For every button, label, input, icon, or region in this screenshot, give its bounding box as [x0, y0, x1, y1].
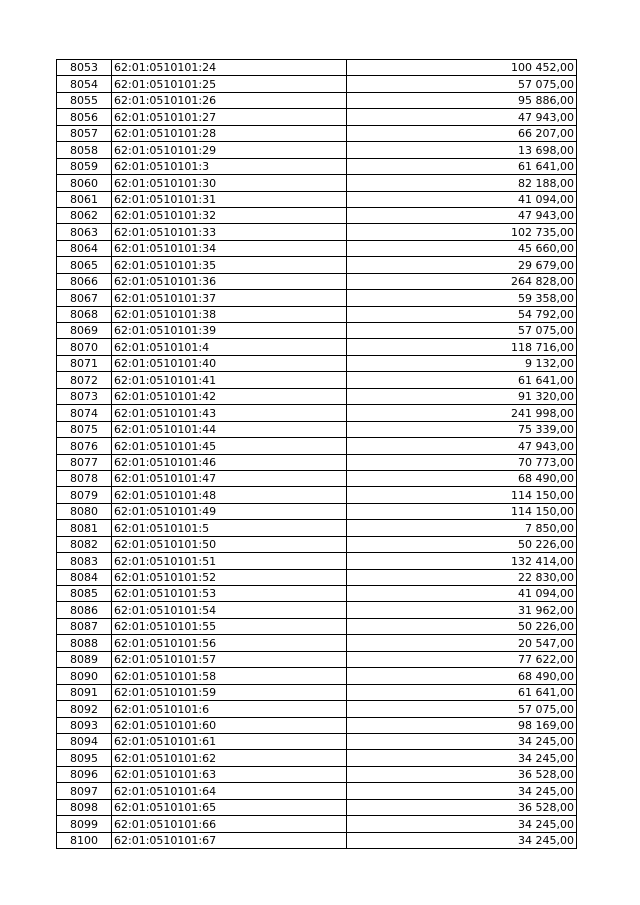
row-number-cell: 8070 — [57, 339, 112, 355]
table-row — [57, 290, 577, 306]
row-number-cell: 8075 — [57, 421, 112, 437]
cadastral-number-cell: 62:01:0510101:37 — [112, 290, 347, 306]
cadastral-number-cell: 62:01:0510101:58 — [112, 668, 347, 684]
cadastral-value-cell: 98 169,00 — [347, 717, 577, 733]
table-row — [57, 536, 577, 552]
cadastral-number-cell: 62:01:0510101:4 — [112, 339, 347, 355]
table-row — [57, 651, 577, 667]
row-number-cell: 8066 — [57, 273, 112, 289]
row-number-cell: 8077 — [57, 454, 112, 470]
table-row — [57, 684, 577, 700]
cadastral-value-cell: 68 490,00 — [347, 668, 577, 684]
cadastral-number-cell: 62:01:0510101:46 — [112, 454, 347, 470]
cadastral-value-cell: 47 943,00 — [347, 438, 577, 454]
row-number-cell: 8065 — [57, 257, 112, 273]
table-row — [57, 76, 577, 92]
cadastral-number-cell: 62:01:0510101:62 — [112, 750, 347, 766]
row-number-cell: 8086 — [57, 602, 112, 618]
table-row — [57, 240, 577, 256]
cadastral-value-table — [56, 59, 577, 849]
cadastral-value-cell: 59 358,00 — [347, 290, 577, 306]
table-row — [57, 569, 577, 585]
table-row — [57, 733, 577, 749]
row-number-cell: 8071 — [57, 355, 112, 371]
cadastral-number-cell: 62:01:0510101:45 — [112, 438, 347, 454]
cadastral-value-cell: 114 150,00 — [347, 487, 577, 503]
cadastral-value-cell: 34 245,00 — [347, 733, 577, 749]
table-row — [57, 832, 577, 848]
row-number-cell: 8072 — [57, 372, 112, 388]
row-number-cell: 8063 — [57, 224, 112, 240]
row-number-cell: 8068 — [57, 306, 112, 322]
cadastral-number-cell: 62:01:0510101:34 — [112, 240, 347, 256]
cadastral-value-cell: 100 452,00 — [347, 60, 577, 76]
cadastral-number-cell: 62:01:0510101:29 — [112, 142, 347, 158]
row-number-cell: 8058 — [57, 142, 112, 158]
cadastral-value-cell: 41 094,00 — [347, 586, 577, 602]
table-row — [57, 438, 577, 454]
row-number-cell: 8087 — [57, 618, 112, 634]
cadastral-value-cell: 29 679,00 — [347, 257, 577, 273]
cadastral-value-cell: 57 075,00 — [347, 323, 577, 339]
cadastral-value-cell: 47 943,00 — [347, 109, 577, 125]
cadastral-value-cell: 34 245,00 — [347, 832, 577, 848]
row-number-cell: 8096 — [57, 766, 112, 782]
table-row — [57, 520, 577, 536]
row-number-cell: 8053 — [57, 60, 112, 76]
cadastral-value-cell: 57 075,00 — [347, 76, 577, 92]
cadastral-value-cell: 7 850,00 — [347, 520, 577, 536]
row-number-cell: 8069 — [57, 323, 112, 339]
row-number-cell: 8088 — [57, 635, 112, 651]
cadastral-number-cell: 62:01:0510101:54 — [112, 602, 347, 618]
table-row — [57, 125, 577, 141]
table-row — [57, 60, 577, 76]
cadastral-number-cell: 62:01:0510101:64 — [112, 783, 347, 799]
cadastral-value-cell: 50 226,00 — [347, 536, 577, 552]
row-number-cell: 8083 — [57, 553, 112, 569]
cadastral-value-cell: 31 962,00 — [347, 602, 577, 618]
row-number-cell: 8082 — [57, 536, 112, 552]
cadastral-number-cell: 62:01:0510101:47 — [112, 470, 347, 486]
row-number-cell: 8062 — [57, 207, 112, 223]
cadastral-number-cell: 62:01:0510101:5 — [112, 520, 347, 536]
cadastral-number-cell: 62:01:0510101:50 — [112, 536, 347, 552]
table-row — [57, 586, 577, 602]
cadastral-value-cell: 57 075,00 — [347, 701, 577, 717]
cadastral-number-cell: 62:01:0510101:25 — [112, 76, 347, 92]
cadastral-number-cell: 62:01:0510101:26 — [112, 92, 347, 108]
table-row — [57, 503, 577, 519]
row-number-cell: 8097 — [57, 783, 112, 799]
table-row — [57, 224, 577, 240]
row-number-cell: 8090 — [57, 668, 112, 684]
row-number-cell: 8093 — [57, 717, 112, 733]
row-number-cell: 8059 — [57, 158, 112, 174]
cadastral-number-cell: 62:01:0510101:52 — [112, 569, 347, 585]
table-row — [57, 717, 577, 733]
table-row — [57, 323, 577, 339]
row-number-cell: 8099 — [57, 816, 112, 832]
cadastral-value-cell: 34 245,00 — [347, 783, 577, 799]
table-row — [57, 487, 577, 503]
cadastral-value-cell: 70 773,00 — [347, 454, 577, 470]
cadastral-number-cell: 62:01:0510101:33 — [112, 224, 347, 240]
table-row — [57, 635, 577, 651]
table-row — [57, 175, 577, 191]
cadastral-value-cell: 47 943,00 — [347, 207, 577, 223]
table-row — [57, 306, 577, 322]
table-row — [57, 355, 577, 371]
table-row — [57, 750, 577, 766]
cadastral-value-cell: 50 226,00 — [347, 618, 577, 634]
cadastral-value-cell: 61 641,00 — [347, 158, 577, 174]
cadastral-number-cell: 62:01:0510101:61 — [112, 733, 347, 749]
table-row — [57, 602, 577, 618]
cadastral-value-cell: 91 320,00 — [347, 388, 577, 404]
cadastral-number-cell: 62:01:0510101:42 — [112, 388, 347, 404]
row-number-cell: 8061 — [57, 191, 112, 207]
cadastral-number-cell: 62:01:0510101:24 — [112, 60, 347, 76]
row-number-cell: 8073 — [57, 388, 112, 404]
table-row — [57, 766, 577, 782]
cadastral-value-cell: 95 886,00 — [347, 92, 577, 108]
cadastral-value-cell: 45 660,00 — [347, 240, 577, 256]
table-row — [57, 470, 577, 486]
cadastral-number-cell: 62:01:0510101:67 — [112, 832, 347, 848]
row-number-cell: 8076 — [57, 438, 112, 454]
cadastral-value-cell: 36 528,00 — [347, 766, 577, 782]
cadastral-value-cell: 20 547,00 — [347, 635, 577, 651]
cadastral-number-cell: 62:01:0510101:43 — [112, 405, 347, 421]
cadastral-number-cell: 62:01:0510101:53 — [112, 586, 347, 602]
table-row — [57, 339, 577, 355]
table-row — [57, 92, 577, 108]
cadastral-value-cell: 66 207,00 — [347, 125, 577, 141]
row-number-cell: 8067 — [57, 290, 112, 306]
cadastral-value-cell: 102 735,00 — [347, 224, 577, 240]
row-number-cell: 8078 — [57, 470, 112, 486]
row-number-cell: 8054 — [57, 76, 112, 92]
cadastral-number-cell: 62:01:0510101:35 — [112, 257, 347, 273]
cadastral-value-cell: 22 830,00 — [347, 569, 577, 585]
cadastral-number-cell: 62:01:0510101:65 — [112, 799, 347, 815]
cadastral-value-cell: 36 528,00 — [347, 799, 577, 815]
row-number-cell: 8091 — [57, 684, 112, 700]
cadastral-number-cell: 62:01:0510101:39 — [112, 323, 347, 339]
row-number-cell: 8092 — [57, 701, 112, 717]
row-number-cell: 8074 — [57, 405, 112, 421]
cadastral-value-cell: 61 641,00 — [347, 372, 577, 388]
cadastral-number-cell: 62:01:0510101:66 — [112, 816, 347, 832]
row-number-cell: 8079 — [57, 487, 112, 503]
cadastral-number-cell: 62:01:0510101:57 — [112, 651, 347, 667]
cadastral-value-cell: 82 188,00 — [347, 175, 577, 191]
cadastral-value-cell: 241 998,00 — [347, 405, 577, 421]
cadastral-number-cell: 62:01:0510101:28 — [112, 125, 347, 141]
cadastral-number-cell: 62:01:0510101:63 — [112, 766, 347, 782]
cadastral-number-cell: 62:01:0510101:49 — [112, 503, 347, 519]
row-number-cell: 8081 — [57, 520, 112, 536]
cadastral-value-cell: 13 698,00 — [347, 142, 577, 158]
table-row — [57, 421, 577, 437]
cadastral-value-cell: 34 245,00 — [347, 816, 577, 832]
cadastral-number-cell: 62:01:0510101:27 — [112, 109, 347, 125]
cadastral-number-cell: 62:01:0510101:56 — [112, 635, 347, 651]
cadastral-value-cell: 132 414,00 — [347, 553, 577, 569]
cadastral-number-cell: 62:01:0510101:51 — [112, 553, 347, 569]
cadastral-value-cell: 68 490,00 — [347, 470, 577, 486]
row-number-cell: 8057 — [57, 125, 112, 141]
table-row — [57, 388, 577, 404]
cadastral-number-cell: 62:01:0510101:59 — [112, 684, 347, 700]
table-row — [57, 618, 577, 634]
cadastral-number-cell: 62:01:0510101:55 — [112, 618, 347, 634]
table-row — [57, 142, 577, 158]
table-body — [57, 60, 577, 849]
table-row — [57, 454, 577, 470]
cadastral-value-cell: 264 828,00 — [347, 273, 577, 289]
cadastral-value-cell: 118 716,00 — [347, 339, 577, 355]
cadastral-number-cell: 62:01:0510101:41 — [112, 372, 347, 388]
cadastral-number-cell: 62:01:0510101:31 — [112, 191, 347, 207]
row-number-cell: 8095 — [57, 750, 112, 766]
table-row — [57, 273, 577, 289]
row-number-cell: 8056 — [57, 109, 112, 125]
cadastral-number-cell: 62:01:0510101:6 — [112, 701, 347, 717]
table-row — [57, 158, 577, 174]
cadastral-number-cell: 62:01:0510101:60 — [112, 717, 347, 733]
row-number-cell: 8089 — [57, 651, 112, 667]
table-row — [57, 405, 577, 421]
table-row — [57, 372, 577, 388]
cadastral-value-cell: 34 245,00 — [347, 750, 577, 766]
table-row — [57, 799, 577, 815]
table-row — [57, 701, 577, 717]
cadastral-value-cell: 41 094,00 — [347, 191, 577, 207]
row-number-cell: 8064 — [57, 240, 112, 256]
table-row — [57, 783, 577, 799]
cadastral-number-cell: 62:01:0510101:38 — [112, 306, 347, 322]
cadastral-number-cell: 62:01:0510101:36 — [112, 273, 347, 289]
row-number-cell: 8060 — [57, 175, 112, 191]
cadastral-value-cell: 61 641,00 — [347, 684, 577, 700]
table-row — [57, 553, 577, 569]
cadastral-number-cell: 62:01:0510101:30 — [112, 175, 347, 191]
cadastral-value-cell: 9 132,00 — [347, 355, 577, 371]
cadastral-value-cell: 75 339,00 — [347, 421, 577, 437]
row-number-cell: 8080 — [57, 503, 112, 519]
cadastral-number-cell: 62:01:0510101:32 — [112, 207, 347, 223]
row-number-cell: 8084 — [57, 569, 112, 585]
row-number-cell: 8085 — [57, 586, 112, 602]
cadastral-number-cell: 62:01:0510101:3 — [112, 158, 347, 174]
cadastral-value-cell: 114 150,00 — [347, 503, 577, 519]
cadastral-number-cell: 62:01:0510101:48 — [112, 487, 347, 503]
table-row — [57, 816, 577, 832]
row-number-cell: 8094 — [57, 733, 112, 749]
cadastral-value-cell: 54 792,00 — [347, 306, 577, 322]
cadastral-value-cell: 77 622,00 — [347, 651, 577, 667]
row-number-cell: 8098 — [57, 799, 112, 815]
table-row — [57, 109, 577, 125]
table-row — [57, 191, 577, 207]
table-row — [57, 257, 577, 273]
cadastral-number-cell: 62:01:0510101:40 — [112, 355, 347, 371]
cadastral-number-cell: 62:01:0510101:44 — [112, 421, 347, 437]
row-number-cell: 8055 — [57, 92, 112, 108]
table-row — [57, 207, 577, 223]
row-number-cell: 8100 — [57, 832, 112, 848]
table-row — [57, 668, 577, 684]
